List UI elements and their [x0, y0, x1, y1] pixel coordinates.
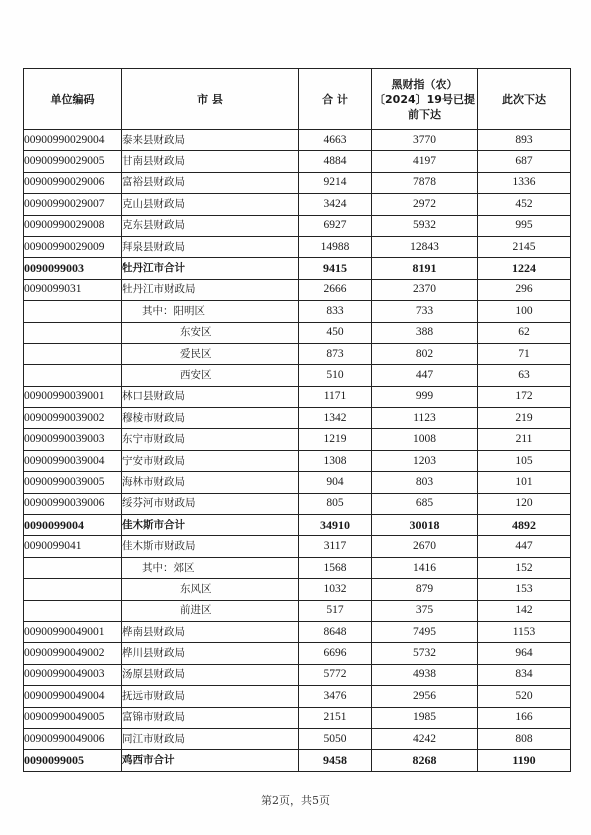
- cell-current-issued: 142: [478, 600, 571, 621]
- cell-advance-issued: 30018: [372, 515, 478, 536]
- cell-unit-code: 00900990039004: [24, 450, 122, 471]
- table-body: [24, 130, 571, 772]
- cell-current-issued: 62: [478, 322, 571, 343]
- table-row: [24, 472, 571, 493]
- table-row: [24, 408, 571, 429]
- cell-city-county: 佳木斯市财政局: [122, 536, 299, 557]
- cell-total: 1308: [299, 450, 372, 471]
- cell-current-issued: 100: [478, 301, 571, 322]
- table-row: [24, 621, 571, 642]
- cell-total: 4884: [299, 151, 372, 172]
- cell-current-issued: 687: [478, 151, 571, 172]
- cell-unit-code: [24, 322, 122, 343]
- cell-unit-code: 00900990029007: [24, 194, 122, 215]
- table-row: [24, 386, 571, 407]
- cell-current-issued: 153: [478, 579, 571, 600]
- cell-current-issued: 1336: [478, 172, 571, 193]
- cell-unit-code: 00900990049003: [24, 664, 122, 685]
- cell-unit-code: 00900990049001: [24, 621, 122, 642]
- cell-city-county: 汤原县财政局: [122, 664, 299, 685]
- cell-total: 9214: [299, 172, 372, 193]
- cell-current-issued: 447: [478, 536, 571, 557]
- cell-advance-issued: 8268: [372, 750, 478, 771]
- cell-city-county: 林口县财政局: [122, 386, 299, 407]
- cell-unit-code: 00900990039002: [24, 408, 122, 429]
- cell-current-issued: 152: [478, 557, 571, 578]
- cell-advance-issued: 1123: [372, 408, 478, 429]
- table-row: [24, 579, 571, 600]
- cell-total: 9415: [299, 258, 372, 279]
- cell-city-county: 爱民区: [122, 343, 299, 364]
- cell-total: 3476: [299, 686, 372, 707]
- table-row: [24, 236, 571, 257]
- cell-unit-code: 0090099031: [24, 279, 122, 300]
- cell-city-county: 海林市财政局: [122, 472, 299, 493]
- cell-total: 1342: [299, 408, 372, 429]
- budget-table: [23, 68, 571, 772]
- cell-city-county: 克山县财政局: [122, 194, 299, 215]
- cell-advance-issued: 3770: [372, 130, 478, 151]
- cell-unit-code: 00900990039006: [24, 493, 122, 514]
- table-row: [24, 493, 571, 514]
- cell-city-county: 穆棱市财政局: [122, 408, 299, 429]
- header-advance-issued: 黑财指（农）〔2024〕19号已提前下达: [372, 69, 478, 130]
- cell-city-county: 其中：郊区: [122, 557, 299, 578]
- cell-unit-code: 00900990039005: [24, 472, 122, 493]
- cell-city-county: 桦南县财政局: [122, 621, 299, 642]
- cell-advance-issued: 7878: [372, 172, 478, 193]
- cell-unit-code: [24, 301, 122, 322]
- table-row: [24, 130, 571, 151]
- cell-current-issued: 101: [478, 472, 571, 493]
- cell-total: 833: [299, 301, 372, 322]
- cell-current-issued: 63: [478, 365, 571, 386]
- table-row: [24, 450, 571, 471]
- table-row: [24, 215, 571, 236]
- cell-city-county: 东风区: [122, 579, 299, 600]
- cell-current-issued: 296: [478, 279, 571, 300]
- cell-advance-issued: 7495: [372, 621, 478, 642]
- cell-city-county: 牡丹江市财政局: [122, 279, 299, 300]
- table-row: [24, 151, 571, 172]
- cell-advance-issued: 1203: [372, 450, 478, 471]
- cell-unit-code: 00900990049002: [24, 643, 122, 664]
- cell-city-county: 同江市财政局: [122, 728, 299, 749]
- cell-city-county: 其中：阳明区: [122, 301, 299, 322]
- cell-city-county: 绥芬河市财政局: [122, 493, 299, 514]
- cell-total: 450: [299, 322, 372, 343]
- table-row: [24, 301, 571, 322]
- cell-current-issued: 172: [478, 386, 571, 407]
- cell-advance-issued: 1008: [372, 429, 478, 450]
- cell-advance-issued: 5932: [372, 215, 478, 236]
- cell-current-issued: 105: [478, 450, 571, 471]
- table-row: [24, 279, 571, 300]
- table-row: [24, 600, 571, 621]
- cell-total: 2151: [299, 707, 372, 728]
- cell-city-county: 前进区: [122, 600, 299, 621]
- cell-total: 904: [299, 472, 372, 493]
- cell-current-issued: 1153: [478, 621, 571, 642]
- cell-total: 517: [299, 600, 372, 621]
- cell-unit-code: 00900990049004: [24, 686, 122, 707]
- cell-city-county: 富锦市财政局: [122, 707, 299, 728]
- table-row: [24, 643, 571, 664]
- table-row: [24, 707, 571, 728]
- cell-advance-issued: 2972: [372, 194, 478, 215]
- cell-current-issued: 995: [478, 215, 571, 236]
- cell-advance-issued: 733: [372, 301, 478, 322]
- cell-current-issued: 166: [478, 707, 571, 728]
- cell-city-county: 牡丹江市合计: [122, 258, 299, 279]
- table-row: [24, 343, 571, 364]
- table-row: [24, 194, 571, 215]
- cell-total: 873: [299, 343, 372, 364]
- cell-current-issued: 1224: [478, 258, 571, 279]
- cell-total: 34910: [299, 515, 372, 536]
- cell-total: 510: [299, 365, 372, 386]
- cell-total: 3117: [299, 536, 372, 557]
- cell-advance-issued: 4938: [372, 664, 478, 685]
- cell-city-county: 佳木斯市合计: [122, 515, 299, 536]
- cell-advance-issued: 4197: [372, 151, 478, 172]
- cell-advance-issued: 4242: [372, 728, 478, 749]
- cell-city-county: 抚远市财政局: [122, 686, 299, 707]
- cell-advance-issued: 803: [372, 472, 478, 493]
- cell-current-issued: 211: [478, 429, 571, 450]
- cell-unit-code: 00900990029006: [24, 172, 122, 193]
- table-row: [24, 172, 571, 193]
- cell-total: 14988: [299, 236, 372, 257]
- cell-advance-issued: 999: [372, 386, 478, 407]
- cell-total: 4663: [299, 130, 372, 151]
- cell-city-county: 鸡西市合计: [122, 750, 299, 771]
- cell-advance-issued: 879: [372, 579, 478, 600]
- table-row: [24, 728, 571, 749]
- header-current-issued: 此次下达: [478, 69, 571, 130]
- cell-unit-code: 0090099005: [24, 750, 122, 771]
- cell-unit-code: 0090099003: [24, 258, 122, 279]
- cell-total: 9458: [299, 750, 372, 771]
- cell-unit-code: 00900990049005: [24, 707, 122, 728]
- cell-total: 8648: [299, 621, 372, 642]
- cell-city-county: 泰来县财政局: [122, 130, 299, 151]
- cell-total: 805: [299, 493, 372, 514]
- cell-current-issued: 964: [478, 643, 571, 664]
- cell-total: 6696: [299, 643, 372, 664]
- cell-total: 5050: [299, 728, 372, 749]
- cell-total: 1171: [299, 386, 372, 407]
- cell-city-county: 拜泉县财政局: [122, 236, 299, 257]
- cell-advance-issued: 802: [372, 343, 478, 364]
- cell-city-county: 西安区: [122, 365, 299, 386]
- table-row-subtotal: [24, 750, 571, 771]
- header-total: 合 计: [299, 69, 372, 130]
- cell-current-issued: 219: [478, 408, 571, 429]
- cell-city-county: 宁安市财政局: [122, 450, 299, 471]
- cell-unit-code: 00900990029005: [24, 151, 122, 172]
- cell-unit-code: [24, 343, 122, 364]
- table-row-subtotal: [24, 515, 571, 536]
- cell-total: 3424: [299, 194, 372, 215]
- cell-unit-code: 00900990049006: [24, 728, 122, 749]
- header-unit-code: 单位编码: [24, 69, 122, 130]
- cell-unit-code: 00900990029008: [24, 215, 122, 236]
- cell-advance-issued: 2956: [372, 686, 478, 707]
- cell-city-county: 桦川县财政局: [122, 643, 299, 664]
- cell-advance-issued: 2370: [372, 279, 478, 300]
- cell-unit-code: 00900990039003: [24, 429, 122, 450]
- cell-city-county: 甘南县财政局: [122, 151, 299, 172]
- cell-total: 5772: [299, 664, 372, 685]
- cell-city-county: 富裕县财政局: [122, 172, 299, 193]
- cell-total: 2666: [299, 279, 372, 300]
- cell-current-issued: 71: [478, 343, 571, 364]
- cell-total: 6927: [299, 215, 372, 236]
- cell-current-issued: 2145: [478, 236, 571, 257]
- cell-advance-issued: 5732: [372, 643, 478, 664]
- cell-current-issued: 4892: [478, 515, 571, 536]
- cell-current-issued: 1190: [478, 750, 571, 771]
- table-row: [24, 686, 571, 707]
- cell-advance-issued: 12843: [372, 236, 478, 257]
- cell-unit-code: 00900990029009: [24, 236, 122, 257]
- cell-unit-code: [24, 579, 122, 600]
- cell-advance-issued: 8191: [372, 258, 478, 279]
- cell-total: 1568: [299, 557, 372, 578]
- cell-advance-issued: 388: [372, 322, 478, 343]
- header-city-county: 市 县: [122, 69, 299, 130]
- cell-current-issued: 520: [478, 686, 571, 707]
- cell-current-issued: 834: [478, 664, 571, 685]
- cell-advance-issued: 1985: [372, 707, 478, 728]
- cell-city-county: 东宁市财政局: [122, 429, 299, 450]
- table-header-row: [24, 69, 571, 130]
- table-row: [24, 536, 571, 557]
- cell-unit-code: 0090099041: [24, 536, 122, 557]
- cell-unit-code: 00900990029004: [24, 130, 122, 151]
- cell-advance-issued: 1416: [372, 557, 478, 578]
- cell-advance-issued: 447: [372, 365, 478, 386]
- page-number: 第2页，共5页: [261, 794, 330, 807]
- table-row: [24, 557, 571, 578]
- cell-unit-code: [24, 365, 122, 386]
- cell-current-issued: 120: [478, 493, 571, 514]
- cell-current-issued: 808: [478, 728, 571, 749]
- cell-unit-code: [24, 600, 122, 621]
- table-row: [24, 322, 571, 343]
- cell-current-issued: 452: [478, 194, 571, 215]
- cell-unit-code: 00900990039001: [24, 386, 122, 407]
- cell-advance-issued: 2670: [372, 536, 478, 557]
- cell-current-issued: 893: [478, 130, 571, 151]
- table-row: [24, 429, 571, 450]
- cell-city-county: 克东县财政局: [122, 215, 299, 236]
- table-row: [24, 365, 571, 386]
- cell-advance-issued: 375: [372, 600, 478, 621]
- cell-city-county: 东安区: [122, 322, 299, 343]
- cell-total: 1032: [299, 579, 372, 600]
- table-row-subtotal: [24, 258, 571, 279]
- cell-advance-issued: 685: [372, 493, 478, 514]
- cell-unit-code: 0090099004: [24, 515, 122, 536]
- cell-total: 1219: [299, 429, 372, 450]
- table-row: [24, 664, 571, 685]
- cell-unit-code: [24, 557, 122, 578]
